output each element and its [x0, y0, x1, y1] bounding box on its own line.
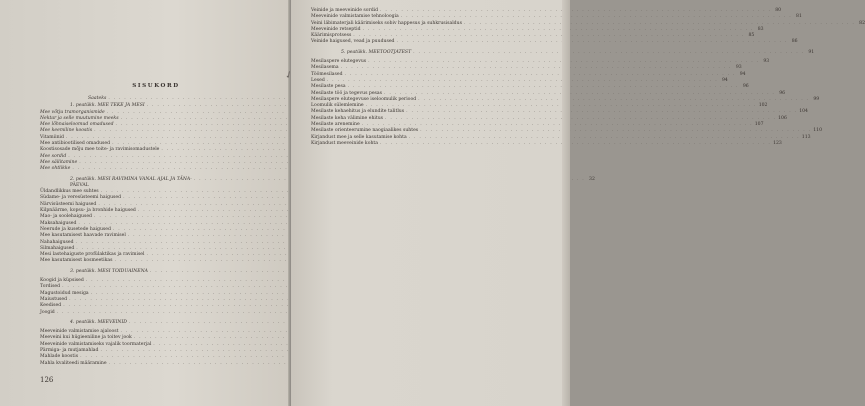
- toc-entry-title: Meeveinide valmistamiseks vajalik toormaterjal: [40, 341, 152, 347]
- toc-entry-title: 4. peatükk. MEEVEINID: [70, 319, 127, 325]
- toc-entry-title: Meeveinide retseptid: [311, 26, 361, 32]
- toc-entry-title: Veini läbimaterjali käärimiseks sobiv happesus ja suhkrusisaldus: [311, 20, 462, 26]
- toc-entry-title: Mesilaste keha välimine ehitus: [311, 115, 384, 121]
- page-edge: [562, 0, 570, 406]
- toc-spacer: [40, 265, 272, 268]
- toc-entry-title: 1. peatükk. MEE TEKE JA MESI: [70, 103, 145, 109]
- toc-entry-title: Veinide haigused, vead ja puudused: [311, 39, 395, 45]
- toc-page-number: 93: [735, 65, 742, 71]
- toc-page-number: 106: [778, 115, 787, 121]
- toc-page-number: 91: [808, 49, 815, 55]
- toc-spacer: [311, 46, 529, 49]
- toc-entry-title: Nahahaigused: [40, 239, 74, 245]
- toc-entry-title: Lesed: [311, 77, 325, 83]
- toc-page-number: 104: [799, 109, 808, 115]
- toc-entry-title: Mesilaste kehaehitus ja elundite talitlus: [311, 109, 405, 115]
- pencil-mark-icon: ✓: [283, 68, 296, 83]
- toc-entry-title: Meeveini kui hügieeniline ja toitev jook: [40, 335, 132, 341]
- toc-entry-title: Meeveinide valmistamise tehnoloogia: [311, 14, 399, 20]
- toc-page-number: 80: [775, 8, 782, 13]
- toc-page-number: 107: [754, 122, 764, 128]
- toc-page-number: 85: [748, 33, 755, 39]
- toc-entry-title: Südame- ja veresüsteemi haigused: [40, 195, 122, 201]
- toc-entry-title: 3. peatükk. MESI TOIDUAINENA: [70, 268, 148, 274]
- toc-page-number: 86: [791, 39, 798, 45]
- toc-entry-title: Magustoidud mesiga: [40, 290, 89, 296]
- toc-entry-title: Mesilasema: [311, 65, 339, 71]
- toc-entry-title: Saateks: [88, 96, 107, 101]
- toc-chapter-row: [40, 320, 272, 326]
- toc-entry-row: [40, 166, 272, 172]
- toc-page-number: 102: [758, 103, 768, 109]
- toc-page-number: 94: [739, 71, 746, 77]
- toc-page-number: 113: [801, 134, 811, 140]
- toc-right-list: [311, 8, 865, 147]
- toc-page-number: 96: [742, 84, 749, 90]
- toc-entry-title: Nektar ja selle muutumine meeks: [40, 115, 119, 121]
- toc-entry-title: Maksahaigused: [40, 220, 77, 226]
- toc-entry-title: Mesilaste arenemine: [311, 122, 360, 128]
- toc-chapter-row: [40, 269, 272, 275]
- toc-entry-title: 5. peatükk. MEETOOTJATEST: [341, 49, 412, 55]
- toc-entry-title: Loomulik sülemlemine: [311, 103, 364, 109]
- toc-entry-title: Mee võtju tramorganismide: [40, 109, 105, 115]
- toc-entry-title: Maiustused: [40, 296, 68, 302]
- toc-entry-row: [40, 96, 272, 102]
- toc-entry-title: Kirjandust meeveinide kohta: [311, 140, 378, 146]
- toc-entry-title: Mee kasutamisest kosmeetikas: [40, 258, 113, 264]
- toc-entry-title: Mee antibiootilised omadused: [40, 141, 111, 147]
- toc-entry-row: [40, 361, 272, 367]
- toc-entry-title: Mahlade koostis: [40, 354, 79, 360]
- toc-entry-title: Mesilaste orienteerumine naogiaalikes suhtes: [311, 128, 419, 134]
- toc-page-number: 123: [773, 140, 782, 146]
- toc-entry-title: Koostisosade mõju mee toite- ja ravimisomadustele: [40, 147, 160, 153]
- toc-page-number: 99: [813, 96, 820, 102]
- toc-entry-title: Mesilaste töö ja tegevus pesas: [311, 90, 383, 96]
- toc-entry-row: [40, 310, 272, 316]
- page-number: 126: [40, 376, 54, 384]
- toc-entry-title: Mao- ja soolehaigused: [40, 214, 93, 220]
- toc-dot-leader: [411, 50, 806, 56]
- toc-entry-title: Vitamiinid: [40, 134, 64, 140]
- toc-entry-title: Käärimisprotsess: [311, 33, 352, 39]
- toc-page-number: 82: [859, 20, 865, 26]
- toc-entry-title: Meeveinide valmistamise ajaloost: [40, 329, 119, 335]
- toc-entry-title: Mee lõhnaiseloomud omadused: [40, 122, 114, 128]
- toc-entry-title: Mee keemiline koostis: [40, 128, 93, 134]
- toc-entry-title: Kilpnäärme, kopsu- ja bronhide haigused: [40, 208, 136, 214]
- toc-entry-title: Tordised: [40, 284, 61, 290]
- toc-entry-title: Silmahaigused: [40, 245, 75, 251]
- toc-dot-leader: [394, 39, 789, 45]
- toc-entry-row: [311, 140, 782, 147]
- toc-page-number: 110: [813, 128, 822, 134]
- toc-entry-title: Neerude ja kusetede haigused: [40, 226, 111, 232]
- toc-page-number: 93: [763, 59, 770, 65]
- toc-page-number: 94: [722, 77, 728, 83]
- toc-entry-title: Pärmiga- ja mutjamahlad: [40, 347, 99, 353]
- toc-chapter-row: [311, 49, 815, 56]
- toc-entry-title: Kirjandust mee ja selle kasutamise kohta: [311, 134, 407, 140]
- toc-spacer: [40, 316, 272, 319]
- toc-entry-title: Mee sordid: [40, 153, 67, 159]
- toc-page-number: 32: [589, 176, 595, 182]
- toc-entry-row: [40, 258, 272, 264]
- toc-entry-title: Mesilaspere elutegevus: [311, 59, 367, 65]
- toc-dot-leader: [378, 141, 773, 147]
- toc-entry-title: Mee säilitamine: [40, 159, 78, 165]
- toc-entry-title: Koogid ja küpsised: [40, 278, 84, 284]
- toc-entry-title: Joogid: [40, 309, 55, 315]
- toc-entry-row: [311, 39, 798, 45]
- toc-page-number: 96: [779, 90, 786, 96]
- toc-entry-title: Mesilaste pesa: [311, 84, 346, 90]
- toc-entry-title: Mahla kvaliteedi määramine: [40, 360, 107, 366]
- toc-entry-title: Mee ohtlikke: [40, 166, 71, 172]
- toc-entry-title: Veinide ja meeveinide sordid: [311, 8, 379, 13]
- toc-page-number: 83: [757, 26, 764, 32]
- toc-entry-title: 2. peatükk. MESI RAVIMINA VANAL AJAL JA TÄNA-: [70, 176, 192, 182]
- toc-entry-title: Mesi lastehaiguste profülaktikas ja ravimisel: [40, 252, 145, 258]
- toc-spacer: [40, 173, 272, 176]
- toc-entry-title: Mesilaspere elutegevuse iseloomulik periood: [311, 96, 417, 102]
- toc-entry-title: Üldandlikkus mee suhtes: [40, 189, 99, 195]
- toc-entry-title: PÄEVAL: [70, 182, 89, 188]
- toc-heading: SISUKORD: [132, 83, 180, 89]
- toc-page-number: 81: [796, 14, 802, 20]
- toc-entry-title: Mee kasutamisest haavade ravimisel: [40, 233, 126, 239]
- toc-entry-title: Töömesilased: [311, 71, 343, 77]
- toc-entry-title: Keedised: [40, 303, 62, 309]
- toc-entry-title: Närvisüsteemi haigused: [40, 201, 97, 207]
